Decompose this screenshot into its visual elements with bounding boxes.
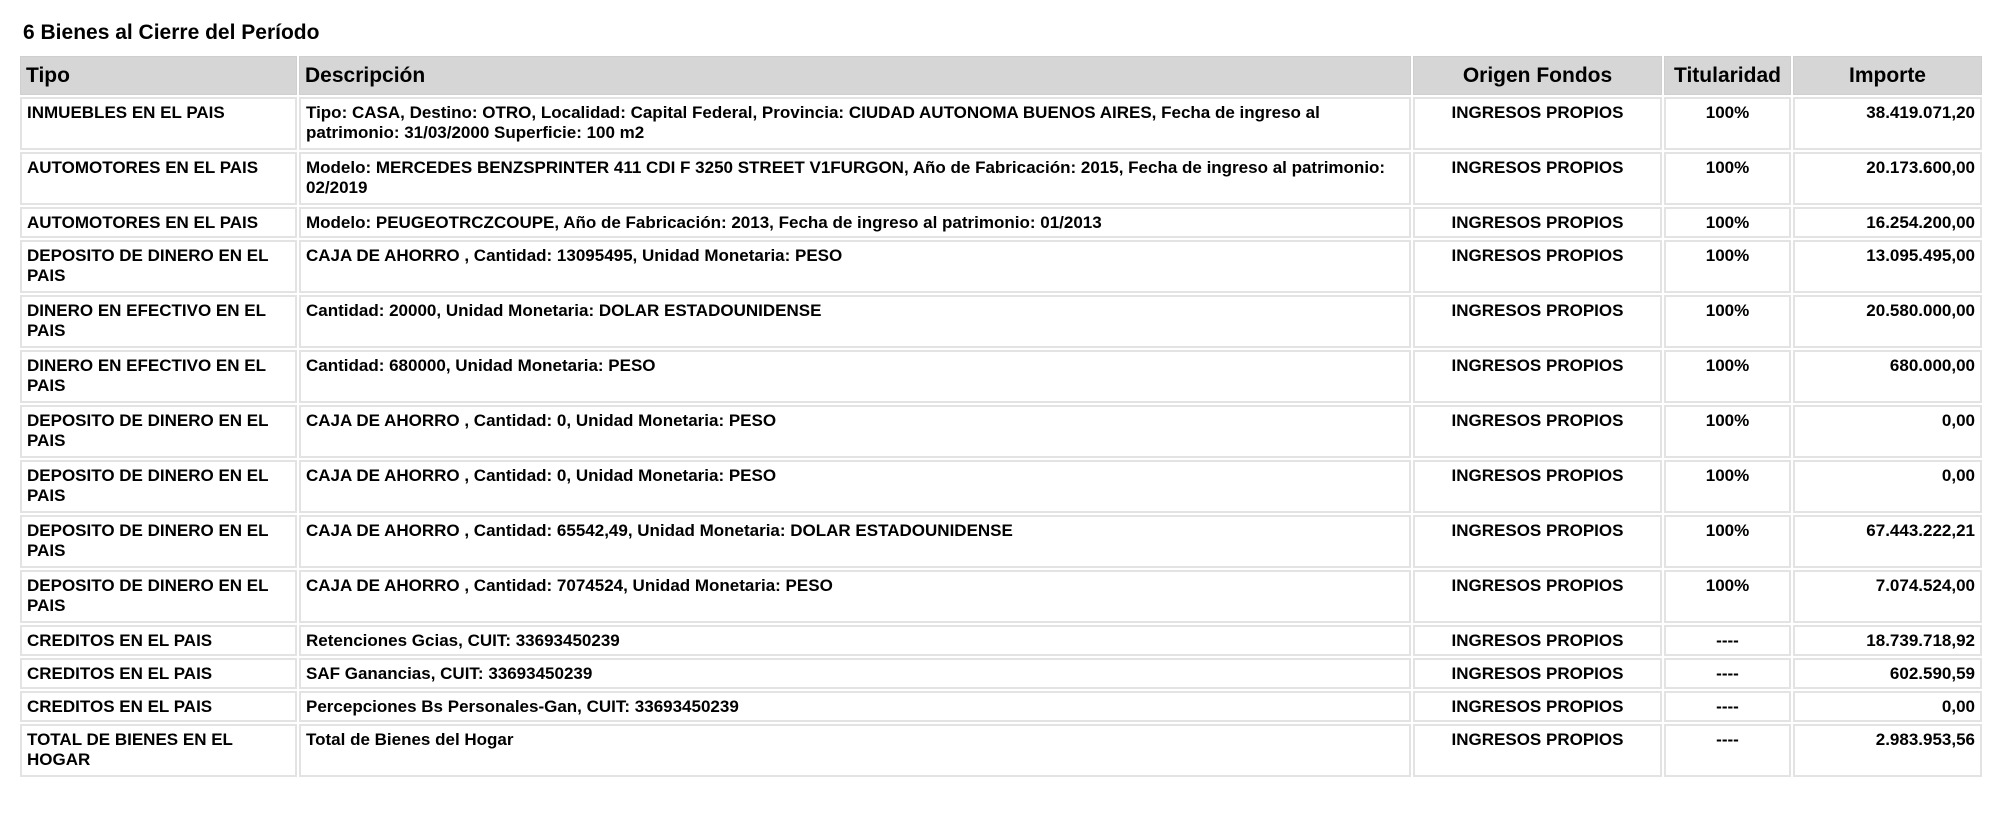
cell-descripcion: CAJA DE AHORRO , Cantidad: 65542,49, Unidad Monetaria: DOLAR ESTADOUNIDENSE (299, 515, 1411, 568)
table-row (20, 152, 1982, 205)
cell-importe: 2.983.953,56 (1793, 724, 1982, 777)
cell-descripcion: CAJA DE AHORRO , Cantidad: 7074524, Unidad Monetaria: PESO (299, 570, 1411, 623)
cell-tipo: TOTAL DE BIENES EN EL HOGAR (20, 724, 297, 777)
cell-importe: 13.095.495,00 (1793, 240, 1982, 293)
cell-importe: 7.074.524,00 (1793, 570, 1982, 623)
cell-origen-fondos: INGRESOS PROPIOS (1413, 240, 1662, 293)
cell-importe: 0,00 (1793, 405, 1982, 458)
cell-importe: 20.173.600,00 (1793, 152, 1982, 205)
cell-importe: 16.254.200,00 (1793, 207, 1982, 238)
cell-tipo: DEPOSITO DE DINERO EN EL PAIS (20, 240, 297, 293)
cell-importe: 20.580.000,00 (1793, 295, 1982, 348)
cell-titularidad: 100% (1664, 460, 1791, 513)
section-title: 6 Bienes al Cierre del Período (23, 21, 320, 44)
cell-tipo: CREDITOS EN EL PAIS (20, 691, 297, 722)
table-row (20, 691, 1982, 722)
cell-tipo: CREDITOS EN EL PAIS (20, 658, 297, 689)
cell-descripcion: Tipo: CASA, Destino: OTRO, Localidad: Capital Federal, Provincia: CIUDAD AUTONOMA BUENOS AIRES, Fecha de ingreso al patrimonio: 31/03/2000 Superficie: 100 m2 (299, 97, 1411, 150)
cell-titularidad: 100% (1664, 295, 1791, 348)
cell-descripcion: Total de Bienes del Hogar (299, 724, 1411, 777)
cell-titularidad: ---- (1664, 625, 1791, 656)
cell-importe: 38.419.071,20 (1793, 97, 1982, 150)
cell-descripcion: Cantidad: 20000, Unidad Monetaria: DOLAR ESTADOUNIDENSE (299, 295, 1411, 348)
table-row (20, 724, 1982, 777)
table-header (20, 56, 1982, 95)
cell-tipo: DEPOSITO DE DINERO EN EL PAIS (20, 460, 297, 513)
cell-origen-fondos: INGRESOS PROPIOS (1413, 724, 1662, 777)
cell-origen-fondos: INGRESOS PROPIOS (1413, 295, 1662, 348)
table-row (20, 295, 1982, 348)
cell-origen-fondos: INGRESOS PROPIOS (1413, 460, 1662, 513)
table-row (20, 658, 1982, 689)
table-row (20, 240, 1982, 293)
cell-descripcion: CAJA DE AHORRO , Cantidad: 0, Unidad Monetaria: PESO (299, 460, 1411, 513)
cell-titularidad: 100% (1664, 515, 1791, 568)
cell-titularidad: 100% (1664, 97, 1791, 150)
cell-titularidad: ---- (1664, 691, 1791, 722)
cell-importe: 67.443.222,21 (1793, 515, 1982, 568)
cell-descripcion: Modelo: PEUGEOTRCZCOUPE, Año de Fabricación: 2013, Fecha de ingreso al patrimonio: 01/2013 (299, 207, 1411, 238)
cell-tipo: CREDITOS EN EL PAIS (20, 625, 297, 656)
cell-titularidad: 100% (1664, 207, 1791, 238)
cell-tipo: DEPOSITO DE DINERO EN EL PAIS (20, 570, 297, 623)
cell-tipo: DEPOSITO DE DINERO EN EL PAIS (20, 405, 297, 458)
cell-tipo: INMUEBLES EN EL PAIS (20, 97, 297, 150)
cell-titularidad: 100% (1664, 240, 1791, 293)
cell-titularidad: 100% (1664, 350, 1791, 403)
cell-tipo: AUTOMOTORES EN EL PAIS (20, 152, 297, 205)
cell-tipo: DINERO EN EFECTIVO EN EL PAIS (20, 350, 297, 403)
header-titularidad: Titularidad (1664, 56, 1791, 95)
table-row (20, 460, 1982, 513)
table-row (20, 350, 1982, 403)
cell-importe: 0,00 (1793, 460, 1982, 513)
cell-origen-fondos: INGRESOS PROPIOS (1413, 350, 1662, 403)
header-importe: Importe (1793, 56, 1982, 95)
cell-descripcion: Modelo: MERCEDES BENZSPRINTER 411 CDI F 3250 STREET V1FURGON, Año de Fabricación: 2015, Fecha de ingreso al patrimonio: 02/2019 (299, 152, 1411, 205)
cell-origen-fondos: INGRESOS PROPIOS (1413, 570, 1662, 623)
cell-importe: 0,00 (1793, 691, 1982, 722)
cell-origen-fondos: INGRESOS PROPIOS (1413, 625, 1662, 656)
header-row (20, 56, 1982, 95)
cell-titularidad: 100% (1664, 570, 1791, 623)
cell-origen-fondos: INGRESOS PROPIOS (1413, 515, 1662, 568)
table-body (20, 97, 1982, 777)
table-row (20, 625, 1982, 656)
header-origen-fondos: Origen Fondos (1413, 56, 1662, 95)
cell-descripcion: Retenciones Gcias, CUIT: 33693450239 (299, 625, 1411, 656)
table-row (20, 97, 1982, 150)
cell-descripcion: Cantidad: 680000, Unidad Monetaria: PESO (299, 350, 1411, 403)
cell-origen-fondos: INGRESOS PROPIOS (1413, 658, 1662, 689)
cell-origen-fondos: INGRESOS PROPIOS (1413, 691, 1662, 722)
cell-titularidad: 100% (1664, 405, 1791, 458)
table-row (20, 405, 1982, 458)
assets-table (18, 54, 1984, 779)
cell-descripcion: CAJA DE AHORRO , Cantidad: 13095495, Unidad Monetaria: PESO (299, 240, 1411, 293)
cell-importe: 680.000,00 (1793, 350, 1982, 403)
cell-origen-fondos: INGRESOS PROPIOS (1413, 97, 1662, 150)
cell-titularidad: ---- (1664, 724, 1791, 777)
cell-origen-fondos: INGRESOS PROPIOS (1413, 405, 1662, 458)
cell-origen-fondos: INGRESOS PROPIOS (1413, 207, 1662, 238)
table-row (20, 207, 1982, 238)
cell-importe: 18.739.718,92 (1793, 625, 1982, 656)
cell-tipo: AUTOMOTORES EN EL PAIS (20, 207, 297, 238)
cell-tipo: DINERO EN EFECTIVO EN EL PAIS (20, 295, 297, 348)
cell-importe: 602.590,59 (1793, 658, 1982, 689)
table-row (20, 515, 1982, 568)
cell-titularidad: 100% (1664, 152, 1791, 205)
cell-origen-fondos: INGRESOS PROPIOS (1413, 152, 1662, 205)
cell-descripcion: CAJA DE AHORRO , Cantidad: 0, Unidad Monetaria: PESO (299, 405, 1411, 458)
table-row (20, 570, 1982, 623)
header-tipo: Tipo (20, 56, 297, 95)
cell-descripcion: Percepciones Bs Personales-Gan, CUIT: 33693450239 (299, 691, 1411, 722)
header-descripcion: Descripción (299, 56, 1411, 95)
cell-tipo: DEPOSITO DE DINERO EN EL PAIS (20, 515, 297, 568)
cell-titularidad: ---- (1664, 658, 1791, 689)
cell-descripcion: SAF Ganancias, CUIT: 33693450239 (299, 658, 1411, 689)
